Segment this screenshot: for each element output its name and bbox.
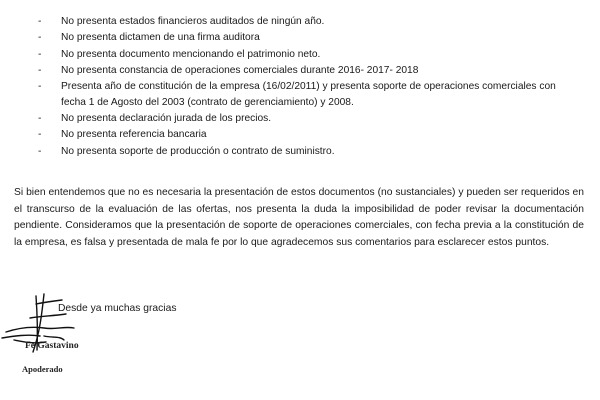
- bullet-marker: -: [38, 16, 42, 27]
- bullet-marker: -: [38, 48, 42, 60]
- list-item: [38, 111, 583, 127]
- bullet-marker: -: [38, 113, 42, 125]
- list-item: [38, 127, 583, 143]
- requirements-list: [38, 14, 583, 160]
- list-item: [38, 63, 583, 79]
- list-item-text: No presenta constancia de operaciones comerciales durante 2016- 2017- 2018: [61, 64, 419, 76]
- closing-line: Desde ya muchas gracias: [58, 303, 177, 314]
- list-item: [38, 47, 583, 63]
- list-item-text: Presenta año de constitución de la empresa (16/02/2011) y presenta soporte de operaciones comerciales con fecha 1 de Agosto del 2003 (contrato de gerenciamiento) y 2008.: [61, 81, 556, 109]
- bullet-marker: -: [38, 129, 42, 141]
- list-item-text: No presenta soporte de producción o contrato de suministro.: [61, 145, 335, 157]
- list-item: [38, 14, 583, 30]
- bullet-marker: -: [38, 81, 42, 93]
- list-item-text: No presenta documento mencionando el patrimonio neto.: [61, 48, 321, 60]
- handwritten-signature: [0, 292, 120, 372]
- list-item: [38, 144, 583, 160]
- list-item-text: No presenta declaración jurada de los precios.: [61, 113, 272, 125]
- list-item: [38, 79, 583, 111]
- signer-name: Fe Gastavino: [25, 341, 79, 351]
- body-paragraph: Si bien entendemos que no es necesaria la presentación de estos documentos (no sustanciales) y pueden ser requeridos en el transcurso de la evaluación de las ofertas, nos presenta la duda la imposibilidad de poder revisar la documentación pendiente. Consideramos que la presentación de soporte de operaciones comerciales, con fecha previa a la constitución de la empresa, es falsa y presentada de mala fe por lo que agradecemos sus comentarios para esclarecer estos puntos.: [14, 187, 584, 248]
- list-item-text: No presenta dictamen de una firma auditora: [61, 32, 260, 44]
- list-item: [38, 30, 583, 46]
- list-item-text: No presenta estados financieros auditados de ningún año.: [61, 16, 325, 27]
- list-item-text: No presenta referencia bancaria: [61, 129, 207, 141]
- bullet-marker: -: [38, 145, 42, 157]
- signer-role: Apoderado: [22, 364, 63, 374]
- bullet-marker: -: [38, 32, 42, 44]
- bullet-marker: -: [38, 64, 42, 76]
